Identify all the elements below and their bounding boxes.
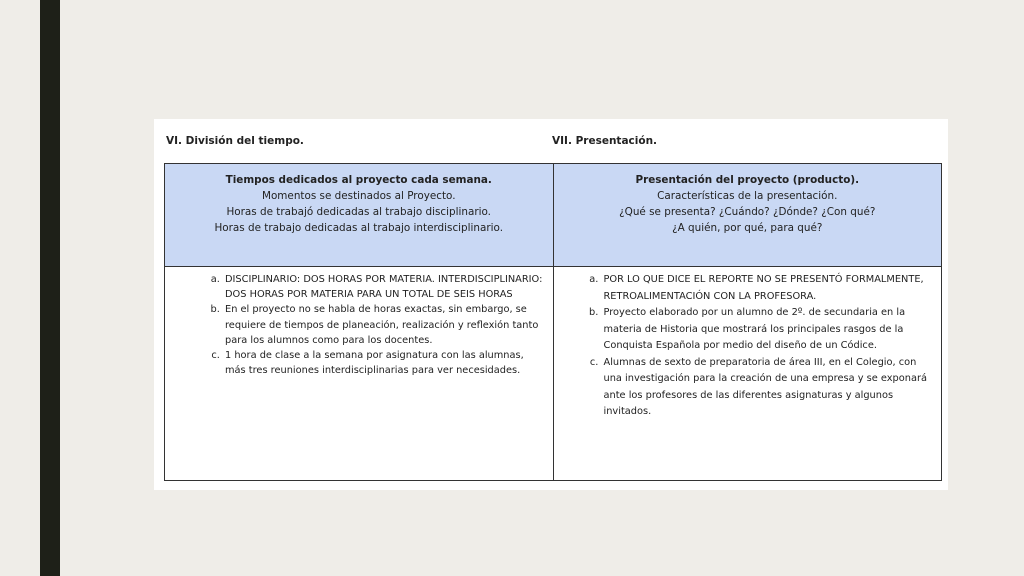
division-heading: VI. División del tiempo. <box>166 135 304 147</box>
side-accent-bar <box>40 0 60 576</box>
division-header-line: Horas de trabajó dedicadas al trabajo disciplinario. <box>226 206 491 218</box>
division-body-cell <box>165 267 554 481</box>
division-header-title: Tiempos dedicados al proyecto cada semana. <box>225 174 492 186</box>
presentation-heading: VII. Presentación. <box>552 135 658 147</box>
division-header-line: Horas de trabajo dedicadas al trabajo interdisciplinario. <box>214 222 504 234</box>
presentation-body-cell <box>553 267 942 481</box>
slide-content <box>154 119 948 490</box>
presentation-header-line: Características de la presentación. <box>657 190 838 202</box>
list-item: b. Proyecto elaborado por un alumno de 2º. de secundaria en la materia de Historia que mostrará los principales rasgos de la Conquista Española por medio del diseño de un Códice. <box>602 305 934 355</box>
presentation-header-title: Presentación del proyecto (producto). <box>635 174 860 186</box>
list-item: c. Alumnas de sexto de preparatoria de área III, en el Colegio, con una investigación para la creación de una empresa y se exponará ante los profesores de las diferentes asignaturas y algunos invitados. <box>602 355 934 421</box>
presentation-header-cell <box>553 164 942 267</box>
presentation-list <box>554 267 942 421</box>
table-body-row <box>165 267 942 481</box>
list-item: c. 1 hora de clase a la semana por asignatura con las alumnas, más tres reuniones interdisciplinarias para ver necesidades. <box>223 348 543 378</box>
table-header-row <box>165 164 942 267</box>
division-list <box>165 267 553 378</box>
info-table <box>164 163 942 481</box>
list-item: a. DISCIPLINARIO: DOS HORAS POR MATERIA. INTERDISCIPLINARIO: DOS HORAS POR MATERIA PARA UN TOTAL DE SEIS HORAS <box>223 272 543 302</box>
list-item: a. POR LO QUE DICE EL REPORTE NO SE PRESENTÓ FORMALMENTE, RETROALIMENTACIÓN CON LA PROFESORA. <box>602 272 934 305</box>
presentation-header-line: ¿Qué se presenta? ¿Cuándo? ¿Dónde? ¿Con qué? <box>619 206 876 218</box>
division-header-line: Momentos se destinados al Proyecto. <box>261 190 456 202</box>
list-item: b. En el proyecto no se habla de horas exactas, sin embargo, se requiere de tiempos de planeación, realización y reflexión tanto para los alumnos como para los docentes. <box>223 302 543 348</box>
division-header-cell <box>165 164 554 267</box>
presentation-header-line: ¿A quién, por qué, para qué? <box>672 222 823 234</box>
